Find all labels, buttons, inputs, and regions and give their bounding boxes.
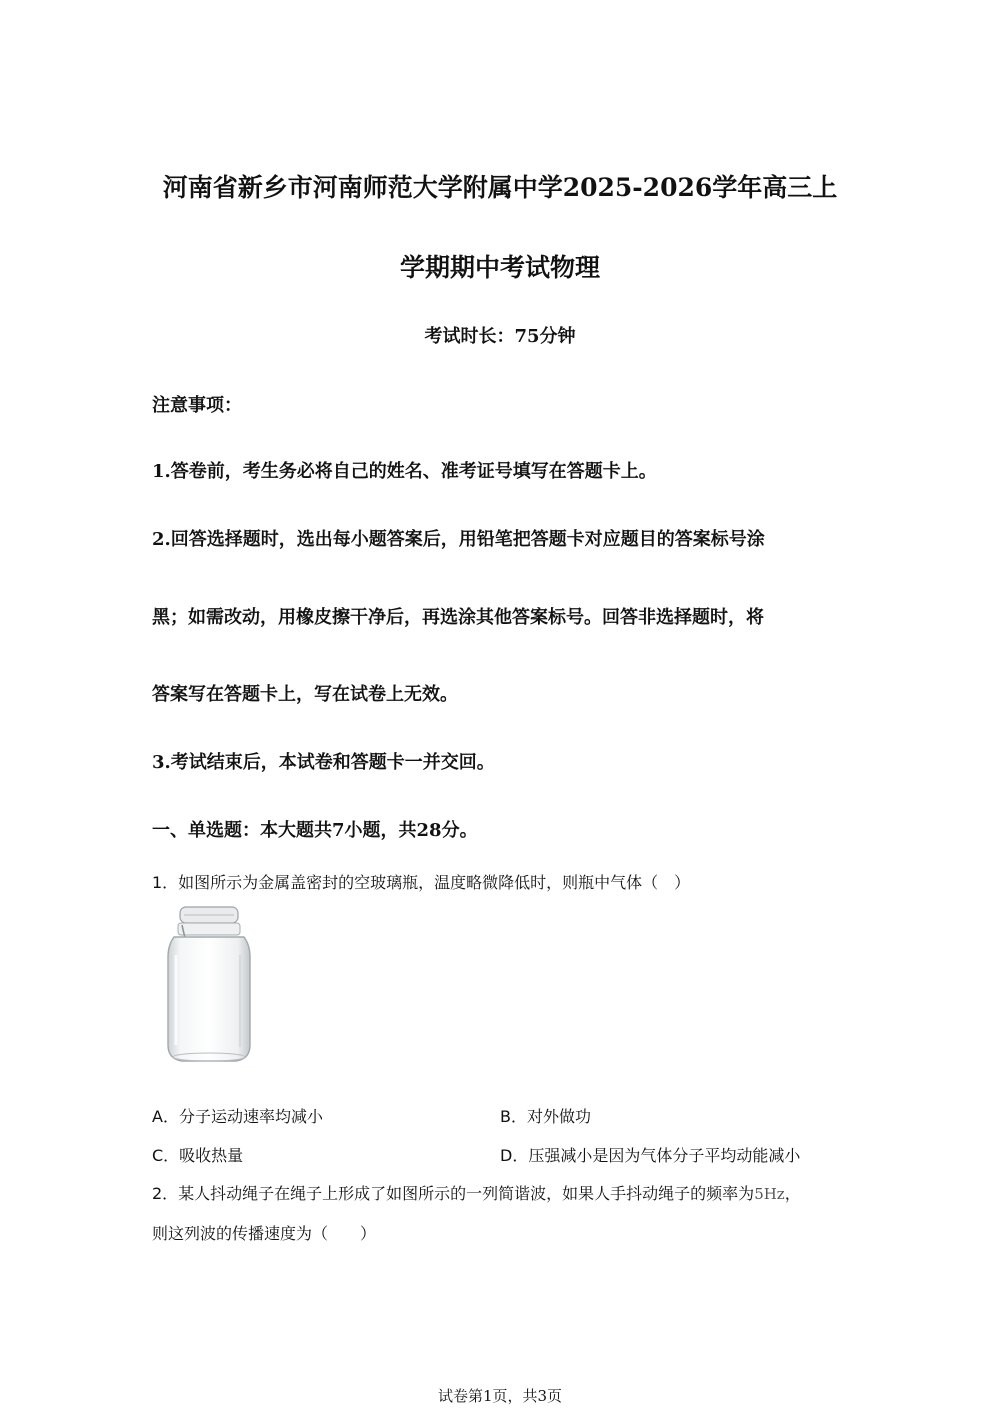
notice-item-2-line2: 黑；如需改动，用橡皮擦干净后，再选涂其他答案标号。回答非选择题时，将 [152, 607, 764, 628]
notice-heading: 注意事项： [152, 395, 242, 416]
exam-title-line2: 学期期中考试物理 [399, 253, 600, 282]
notice-item-3: 3.考试结束后，本试卷和答题卡一并交回。 [152, 752, 495, 773]
notice-item-2-line3: 答案写在答题卡上，写在试卷上无效。 [152, 684, 458, 705]
question-2-stem-line1 [152, 1181, 801, 1204]
question-2-stem-line2: 则这列波的传播速度为（ ） [152, 1224, 377, 1243]
section-heading-single-choice: 一、单选题：本大题共7小题，共28分。 [152, 820, 478, 841]
notice-item-1: 1.答卷前，考生务必将自己的姓名、准考证号填写在答题卡上。 [152, 461, 657, 482]
question-1-stem: 1．如图所示为金属盖密封的空玻璃瓶，温度略微降低时，则瓶中气体（ ） [152, 873, 691, 892]
question-2-comma: ， [784, 1184, 801, 1203]
question-1-option-d: D．压强减小是因为气体分子平均动能减小 [500, 1146, 801, 1165]
glass-jar-figure [160, 905, 260, 1065]
question-2-frequency: 5Hz [754, 1185, 785, 1203]
exam-title-line1: 河南省新乡市河南师范大学附属中学2025-2026学年高三上 [162, 173, 838, 202]
page-footer: 试卷第1页，共3页 [437, 1387, 563, 1405]
question-1-option-a: A．分子运动速率均减小 [152, 1107, 323, 1126]
notice-item-2-line1: 2.回答选择题时，选出每小题答案后，用铅笔把答题卡对应题目的答案标号涂 [152, 529, 765, 550]
exam-duration: 考试时长：75分钟 [424, 326, 576, 347]
question-1-option-c: C．吸收热量 [152, 1146, 244, 1165]
question-2-stem-text: 2．某人抖动绳子在绳子上形成了如图所示的一列简谐波，如果人手抖动绳子的频率为 [152, 1184, 755, 1203]
question-1-option-b: B．对外做功 [500, 1107, 591, 1126]
